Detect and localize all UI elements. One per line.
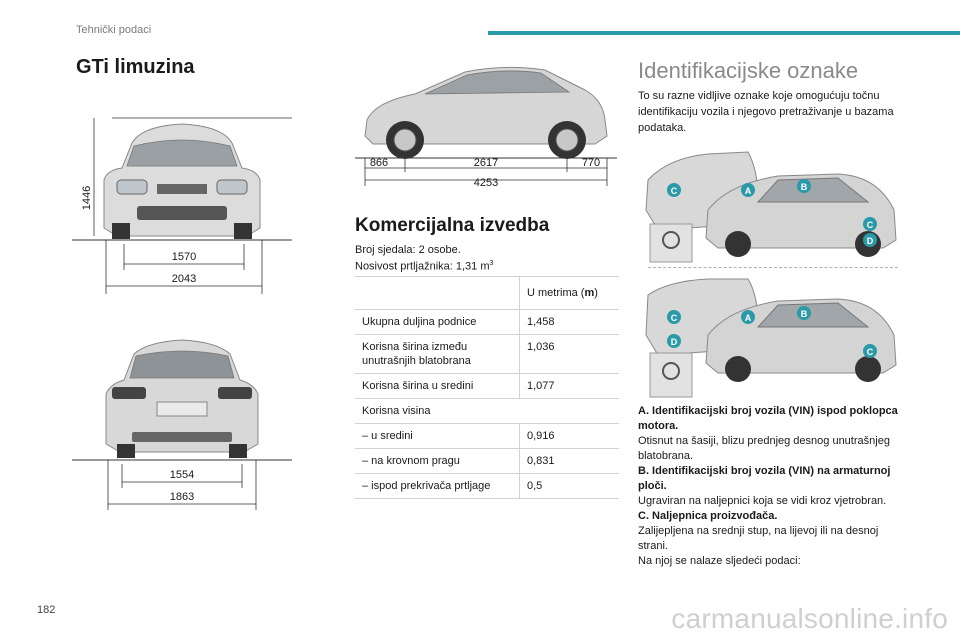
legend-b-text: Ugraviran na naljepnici koja se vidi kroz vjetrobran.	[638, 495, 887, 507]
side-front-overhang-label: 866	[369, 157, 389, 169]
side-length-label: 4253	[473, 177, 499, 188]
legend-c-text: Zalijepljena na srednji stup, na lijevoj ili na desnoj strani.	[638, 525, 879, 552]
identification-title: Identifikacijske oznake	[638, 58, 859, 83]
table-row: Korisna širina u sredini 1,077	[355, 374, 619, 399]
identification-figure-rhd	[638, 275, 906, 399]
svg-text:C: C	[670, 186, 678, 196]
figure-divider	[648, 267, 898, 268]
side-rear-overhang-label: 770	[581, 157, 601, 169]
commercial-volume: Nosivost prtljažnika: 1,31 $m^3$	[355, 260, 494, 273]
svg-text:C: C	[866, 347, 874, 357]
table-row: – na krovnom pragu 0,831	[355, 449, 619, 474]
svg-text:A: A	[744, 313, 752, 323]
table-row: Korisna visina	[355, 399, 619, 424]
watermark-text: carmanualsonline.info	[671, 603, 948, 634]
commercial-info	[355, 243, 493, 274]
identification-legend	[638, 404, 908, 569]
commercial-title: Komercijalna izvedba	[355, 215, 550, 236]
page-number: 182	[37, 604, 56, 616]
front-track-label: 1570	[171, 251, 197, 263]
legend-a-text: Otisnut na šasiji, blizu prednjeg desnog unutrašnjeg blatobrana.	[638, 435, 890, 462]
legend-c-title: C. Naljepnica proizvođača.	[638, 510, 778, 522]
header-section-title: Tehnički podaci	[76, 24, 152, 36]
header-accent-bar	[488, 31, 960, 35]
legend-b-title: B. Identifikacijski broj vozila (VIN) na armaturnoj ploči.	[638, 465, 891, 492]
table-row: Korisna širina između unutrašnjih blatobrana 1,036	[355, 335, 619, 374]
svg-text:C: C	[866, 220, 874, 230]
svg-text:A: A	[744, 186, 752, 196]
legend-c-more: Na njoj se nalaze sljedeći podaci:	[638, 555, 801, 567]
commercial-seats: Broj sjedala: 2 osobe.	[355, 244, 461, 256]
table-row: – u sredini 0,916	[355, 424, 619, 449]
rear-width-label: 1863	[169, 491, 195, 503]
table-row: Ukupna duljina podnice 1,458	[355, 310, 619, 335]
rear-view-figure	[72, 332, 292, 512]
front-view-figure	[72, 108, 292, 298]
table-header-row	[355, 277, 619, 310]
identification-intro: To su razne vidljive oznake koje omogućuju točnu identifikaciju vozila i njegovo pretraživanje u bazama podataka.	[638, 90, 894, 134]
rear-track-label: 1554	[169, 469, 195, 481]
table-row: – ispod prekrivača prtljage 0,5	[355, 474, 619, 499]
gti-title: GTi limuzina	[76, 56, 195, 78]
commercial-spec-table	[355, 276, 619, 499]
svg-text:B: B	[800, 182, 808, 192]
legend-a-title: A. Identifikacijski broj vozila (VIN) ispod poklopca motora.	[638, 405, 898, 432]
svg-text:D: D	[670, 337, 678, 347]
table-unit-header: U metrima (m)	[520, 277, 620, 310]
side-view-figure	[355, 60, 617, 188]
identification-figure-lhd	[638, 140, 906, 264]
side-wheelbase-label: 2617	[473, 157, 499, 169]
front-width-label: 2043	[171, 273, 197, 285]
svg-text:B: B	[800, 309, 808, 319]
svg-text:D: D	[866, 236, 874, 246]
front-height-label: 1446	[81, 185, 93, 211]
svg-text:C: C	[670, 313, 678, 323]
